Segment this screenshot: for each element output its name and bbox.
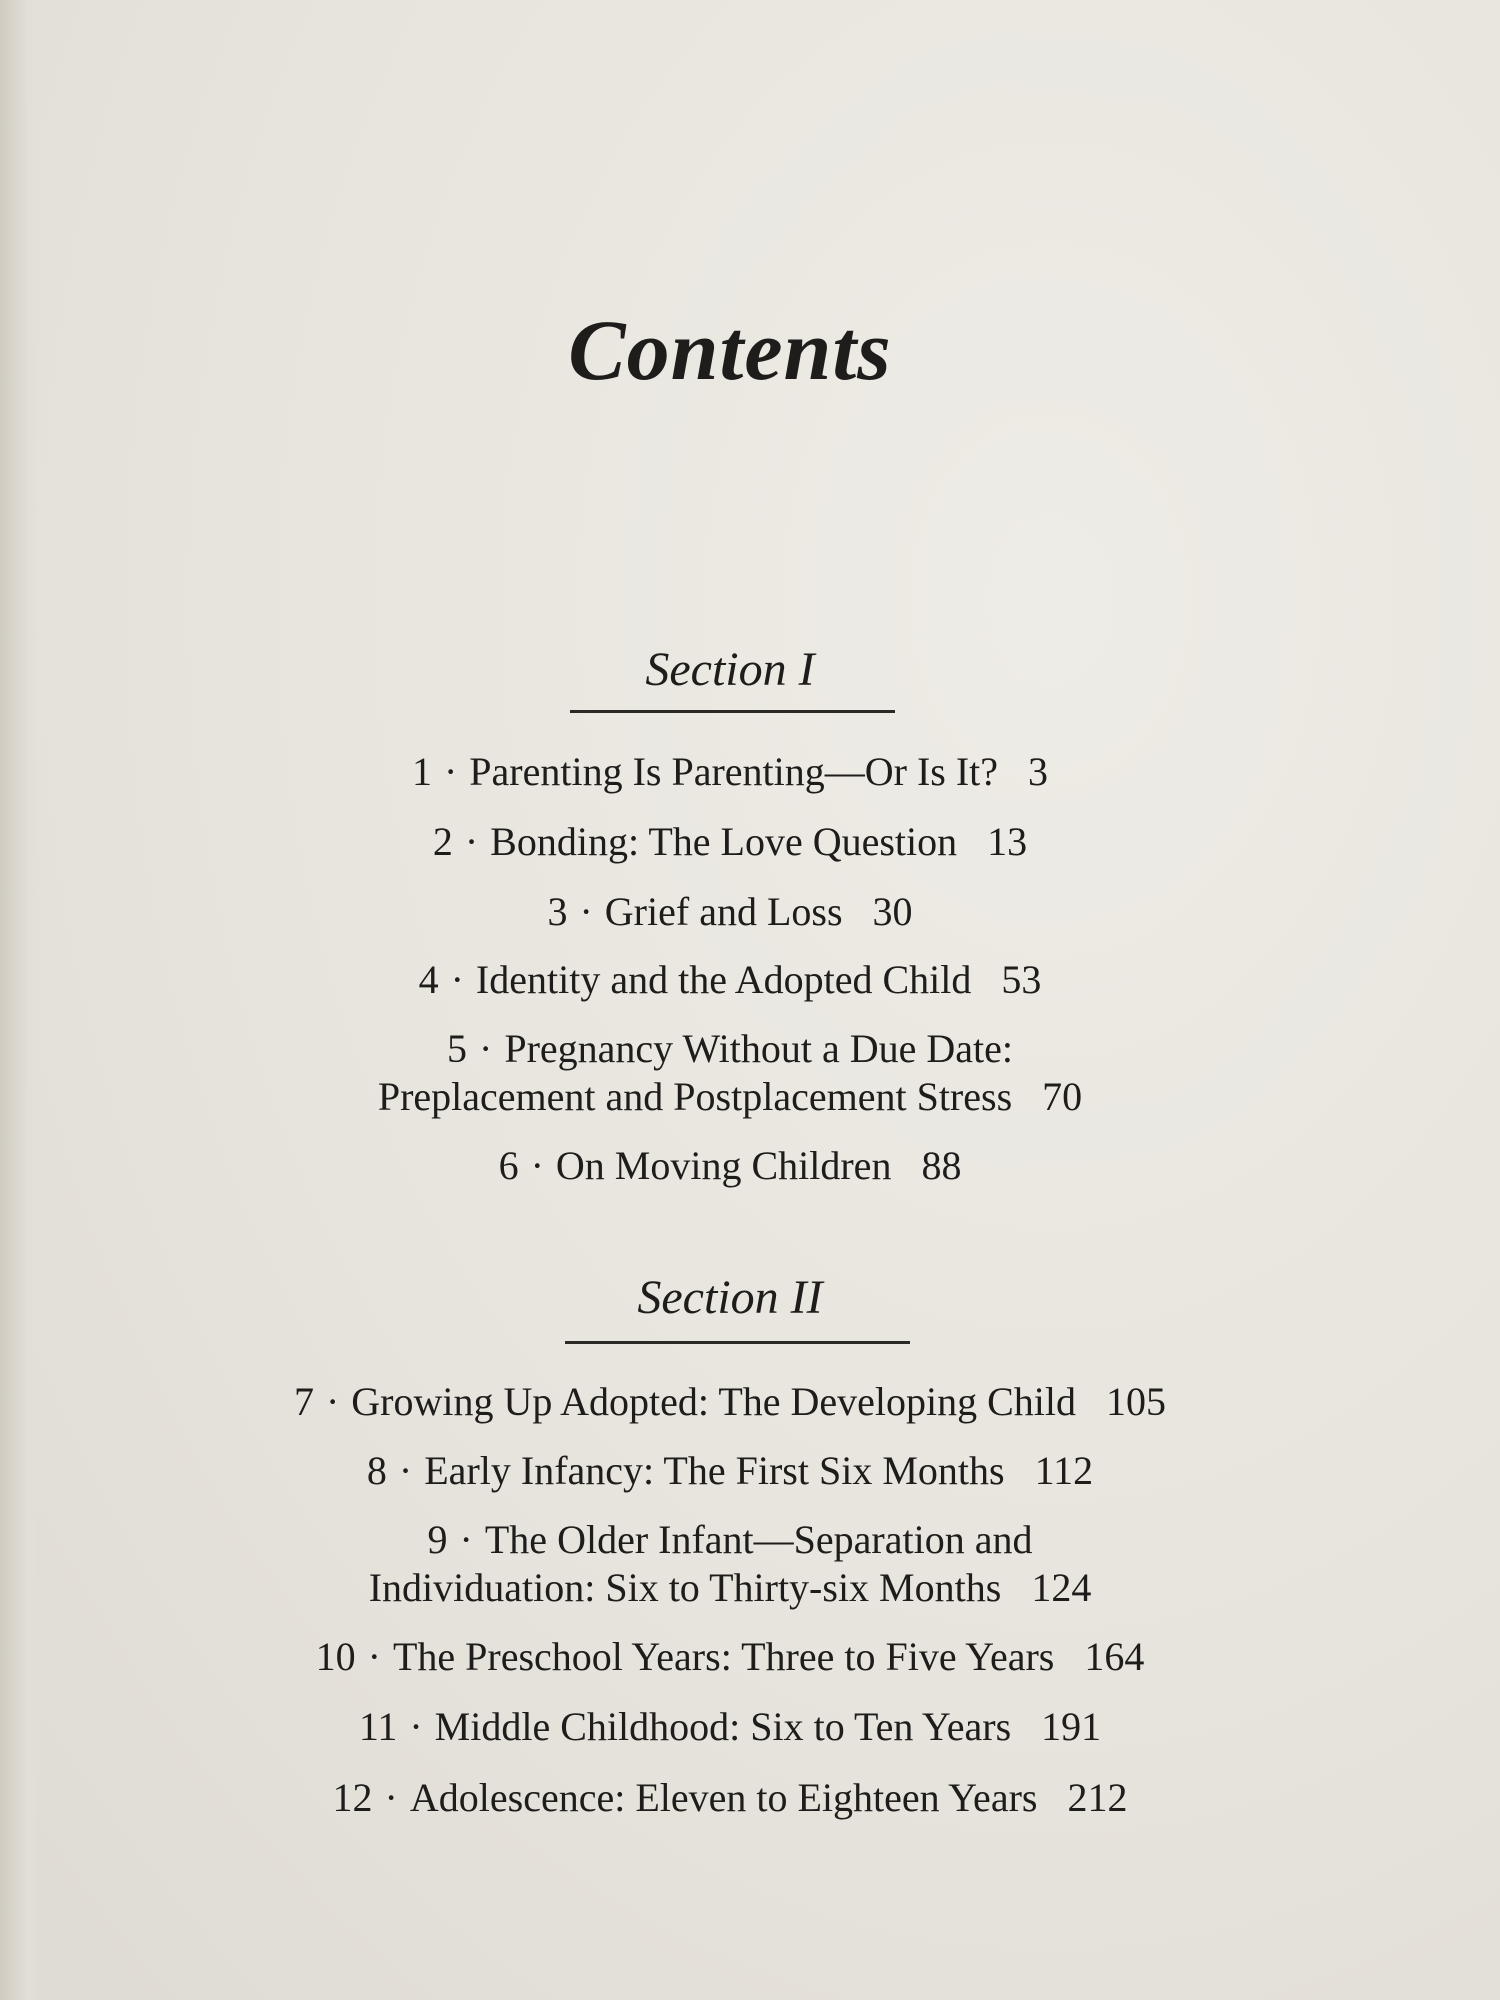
separator-dot: · <box>579 889 593 934</box>
section-heading-1: Section I <box>645 643 815 696</box>
separator-dot: · <box>325 1379 340 1424</box>
toc-entry-7 <box>0 1378 1460 1426</box>
toc-entry-12 <box>0 1774 1460 1822</box>
page-title: Contents <box>568 302 892 398</box>
chapter-title-line-2 <box>0 1564 1460 1612</box>
chapter-title-line-2 <box>0 1073 1460 1121</box>
separator-dot: · <box>450 957 464 1002</box>
chapter-number: 10 <box>315 1634 356 1679</box>
page-number: 191 <box>1041 1704 1102 1749</box>
chapter-title: Grief and Loss <box>604 889 843 934</box>
page-number: 164 <box>1084 1634 1145 1679</box>
toc-entry-6 <box>0 1142 1460 1190</box>
chapter-number: 12 <box>332 1775 373 1820</box>
chapter-number: 9 <box>427 1517 448 1562</box>
chapter-title: Pregnancy Without a Due Date: <box>504 1026 1013 1071</box>
chapter-number: 3 <box>547 889 568 934</box>
chapter-number: 8 <box>366 1448 387 1493</box>
toc-entry-8 <box>0 1447 1460 1495</box>
toc-entry-9 <box>0 1516 1460 1612</box>
chapter-title-continued: Preplacement and Postplacement Stress <box>377 1074 1013 1119</box>
chapter-title: Adolescence: Eleven to Eighteen Years <box>409 1775 1038 1820</box>
section-rule-1 <box>570 710 895 713</box>
section-heading-2: Section II <box>637 1271 823 1324</box>
chapter-number: 11 <box>358 1704 398 1749</box>
chapter-title: Early Infancy: The First Six Months <box>424 1448 1005 1493</box>
chapter-title-continued: Individuation: Six to Thirty-six Months <box>368 1565 1002 1610</box>
chapter-number: 5 <box>447 1026 468 1071</box>
separator-dot: · <box>367 1634 381 1679</box>
page-number: 30 <box>872 889 913 934</box>
toc-entry-2 <box>0 818 1460 866</box>
chapter-title: On Moving Children <box>555 1143 892 1188</box>
chapter-title: Bonding: The Love Question <box>490 819 958 864</box>
page-number: 112 <box>1034 1448 1094 1493</box>
toc-entry-11 <box>0 1703 1460 1751</box>
toc-entry-3 <box>0 888 1460 936</box>
toc-entry-10 <box>0 1633 1460 1681</box>
chapter-title-line-1 <box>0 1025 1460 1073</box>
separator-dot: · <box>459 1517 473 1562</box>
chapter-number: 2 <box>432 819 453 864</box>
chapter-title: Middle Childhood: Six to Ten Years <box>434 1704 1012 1749</box>
page-number: 105 <box>1106 1379 1167 1424</box>
section-rule-2 <box>565 1341 910 1344</box>
chapter-title: Identity and the Adopted Child <box>475 957 972 1002</box>
page-number: 88 <box>921 1143 962 1188</box>
chapter-title: Parenting Is Parenting—Or Is It? <box>469 749 999 794</box>
separator-dot: · <box>409 1704 423 1749</box>
toc-entry-5 <box>0 1025 1460 1121</box>
page-number: 70 <box>1042 1074 1083 1119</box>
chapter-number: 6 <box>498 1143 519 1188</box>
chapter-number: 7 <box>293 1379 314 1424</box>
page-number: 53 <box>1001 957 1042 1002</box>
separator-dot: · <box>464 819 479 864</box>
separator-dot: · <box>443 749 458 794</box>
chapter-number: 4 <box>418 957 439 1002</box>
page-number: 212 <box>1067 1775 1128 1820</box>
chapter-title-line-1 <box>0 1516 1460 1564</box>
toc-entry-1 <box>0 748 1460 796</box>
separator-dot: · <box>530 1143 544 1188</box>
page-number: 3 <box>1028 749 1049 794</box>
separator-dot: · <box>398 1448 413 1493</box>
separator-dot: · <box>384 1775 398 1820</box>
page-number: 13 <box>987 819 1028 864</box>
chapter-title: The Older Infant—Separation and <box>484 1517 1033 1562</box>
page-number: 124 <box>1031 1565 1092 1610</box>
chapter-title: The Preschool Years: Three to Five Years <box>392 1634 1055 1679</box>
separator-dot: · <box>479 1026 493 1071</box>
chapter-title: Growing Up Adopted: The Developing Child <box>351 1379 1077 1424</box>
toc-entry-4 <box>0 956 1460 1004</box>
chapter-number: 1 <box>411 749 432 794</box>
